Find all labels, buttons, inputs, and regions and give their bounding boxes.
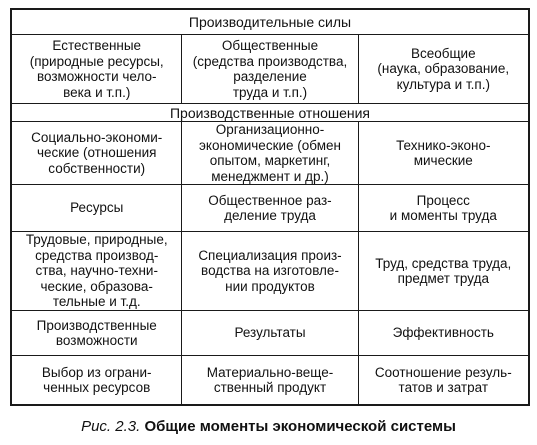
production-relations-row [11, 122, 529, 185]
table-cell: Эффективность [358, 311, 529, 356]
organizational-economic-relations-cell: Организационно- экономические (обмен опытом, маркетинг, менеджмент и др.) [182, 122, 358, 185]
productive-forces-header-row [11, 9, 529, 35]
table-cell: Материально-веще- ственный продукт [182, 356, 358, 406]
production-relations-header: Производственные отношения [11, 104, 529, 122]
table-row [11, 232, 529, 311]
scheme-figure [10, 8, 530, 406]
table-cell: Специализация произ- водства на изготовле- нии продуктов [182, 232, 358, 311]
table-cell: Процесс и моменты труда [358, 185, 529, 232]
social-forces-cell: Общественные (средства производства, разделение труда и т.п.) [182, 35, 358, 104]
natural-forces-cell: Естественные (природные ресурсы, возможности чело- века и т.п.) [11, 35, 182, 104]
table-row [11, 311, 529, 356]
productive-forces-header: Производительные силы [11, 9, 529, 35]
universal-forces-cell: Всеобщие (наука, образование, культура и т.п.) [358, 35, 529, 104]
table-cell: Выбор из ограни- ченных ресурсов [11, 356, 182, 406]
table-row [11, 185, 529, 232]
figure-title: Общие моменты экономической системы [144, 418, 456, 435]
table-cell: Общественное раз- деление труда [182, 185, 358, 232]
productive-forces-row [11, 35, 529, 104]
technical-economic-relations-cell: Технико-эконо- мические [358, 122, 529, 185]
production-relations-header-row [11, 104, 529, 122]
table-cell: Ресурсы [11, 185, 182, 232]
figure-caption [0, 418, 537, 436]
table-row [11, 356, 529, 406]
figure-number: Рис. 2.3. [81, 418, 141, 435]
table-cell: Результаты [182, 311, 358, 356]
table-cell: Труд, средства труда, предмет труда [358, 232, 529, 311]
socio-economic-relations-cell: Социально-экономи- ческие (отношения собственности) [11, 122, 182, 185]
economic-system-table [10, 8, 530, 406]
table-cell: Трудовые, природные, средства производ- ства, научно-техни- ческие, образова- тельные и т.д. [11, 232, 182, 311]
table-cell: Соотношение резуль- татов и затрат [358, 356, 529, 406]
table-cell: Производственные возможности [11, 311, 182, 356]
